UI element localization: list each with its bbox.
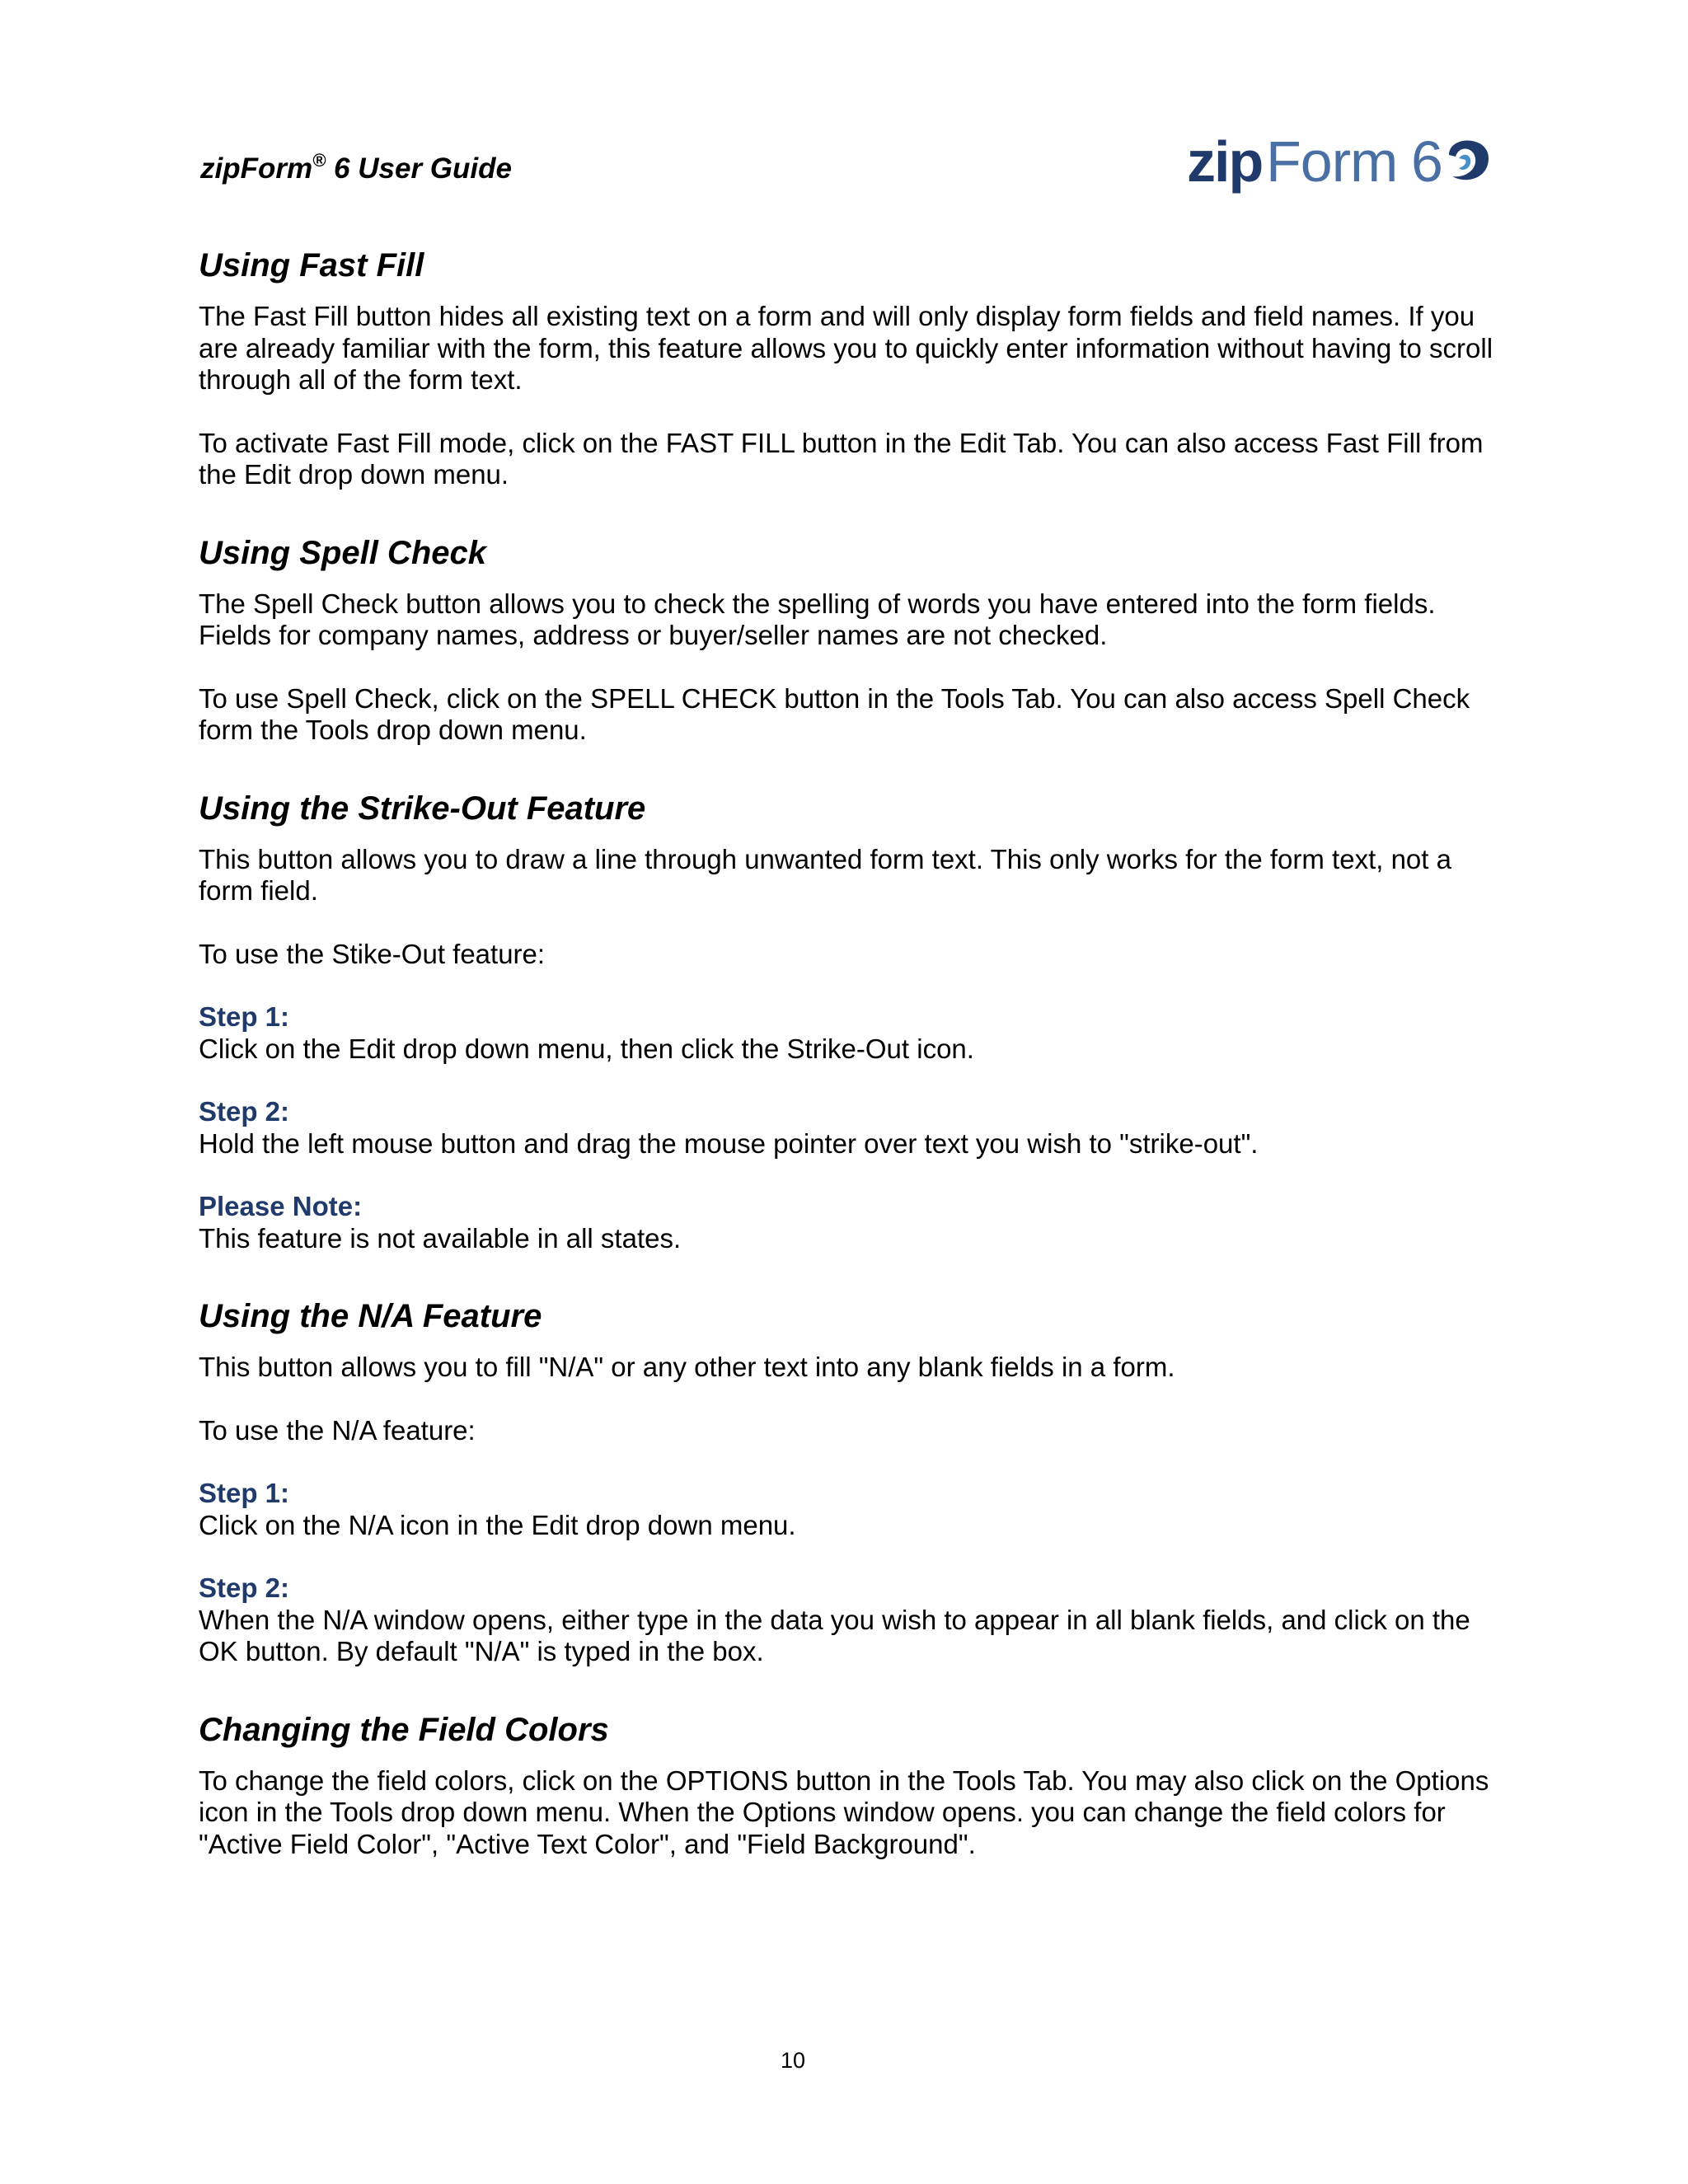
step-block (199, 1478, 1501, 1541)
step-block (199, 1096, 1501, 1160)
step-text: Click on the Edit drop down menu, then click the Strike-Out icon. (199, 1033, 974, 1064)
section-heading: Changing the Field Colors (199, 1711, 609, 1748)
page-number: 10 (780, 2048, 806, 2073)
section-field-colors (199, 1709, 1501, 1861)
section-paragraph: The Spell Check button allows you to check the spelling of words you have entered into the form fields. Fields for company names, address or buyer/seller names are not checked. (199, 588, 1436, 650)
section-heading: Using the Strike-Out Feature (199, 790, 646, 827)
step-label: Step 1: (199, 1478, 290, 1508)
step-text: Hold the left mouse button and drag the mouse pointer over text you wish to "strike-out". (199, 1127, 1259, 1159)
section-paragraph: To activate Fast Fill mode, click on the FAST FILL button in the Edit Tab. You can also access Fast Fill from the Edit drop down menu. (199, 427, 1484, 490)
note-text: This feature is not available in all states. (199, 1222, 682, 1254)
step-text: When the N/A window opens, either type in the data you wish to appear in all blank fields, and click on the OK button. By default "N/A" is typed in the box. (199, 1604, 1470, 1666)
section-na-feature (199, 1296, 1501, 1668)
header-title-main: zipForm (200, 152, 313, 185)
svg-text:zip: zip (1187, 130, 1263, 194)
section-heading: Using Spell Check (199, 534, 486, 571)
section-spell-check (199, 532, 1501, 747)
registered-mark: ® (312, 150, 326, 171)
step-block (199, 1001, 1501, 1065)
svg-text:Form: Form (1266, 130, 1398, 194)
section-strike-out (199, 788, 1501, 1255)
step-label: Step 2: (199, 1572, 290, 1603)
section-paragraph: To use the Stike-Out feature: (199, 938, 546, 969)
section-fast-fill (199, 245, 1501, 491)
svg-text:6: 6 (1411, 130, 1443, 194)
note-block (199, 1191, 1501, 1254)
section-paragraph: This button allows you to draw a line through unwanted form text. This only works for the form text, not a form field. (199, 843, 1451, 906)
document-body (199, 245, 1501, 1901)
section-paragraph: To change the field colors, click on the OPTIONS button in the Tools Tab. You may also click on the Options icon in the Tools drop down menu. When the Options window opens. you can change the field colors for "Active Field Color", "Active Text Color", and "Field Background". (199, 1765, 1489, 1859)
section-paragraph: This button allows you to fill "N/A" or any other text into any blank fields in a form. (199, 1352, 1175, 1382)
document-header-title (200, 152, 512, 186)
step-label: Step 2: (199, 1096, 290, 1127)
note-label: Please Note: (199, 1191, 363, 1221)
step-label: Step 1: (199, 1001, 290, 1032)
section-paragraph: To use Spell Check, click on the SPELL CHECK button in the Tools Tab. You can also access Spell Check form the Tools drop down menu. (199, 682, 1470, 745)
zipform-6-logo (1187, 130, 1493, 199)
header-title-rest: 6 User Guide (326, 152, 512, 185)
step-text: Click on the N/A icon in the Edit drop down menu. (199, 1509, 796, 1540)
section-heading: Using Fast Fill (199, 247, 424, 284)
section-heading: Using the N/A Feature (199, 1298, 542, 1334)
step-block (199, 1572, 1501, 1668)
section-paragraph: To use the N/A feature: (199, 1414, 476, 1446)
section-paragraph: The Fast Fill button hides all existing text on a form and will only display form fields and field names. If you are already familiar with the form, this feature allows you to quickly enter information without having to scroll through all of the form text. (199, 301, 1493, 395)
